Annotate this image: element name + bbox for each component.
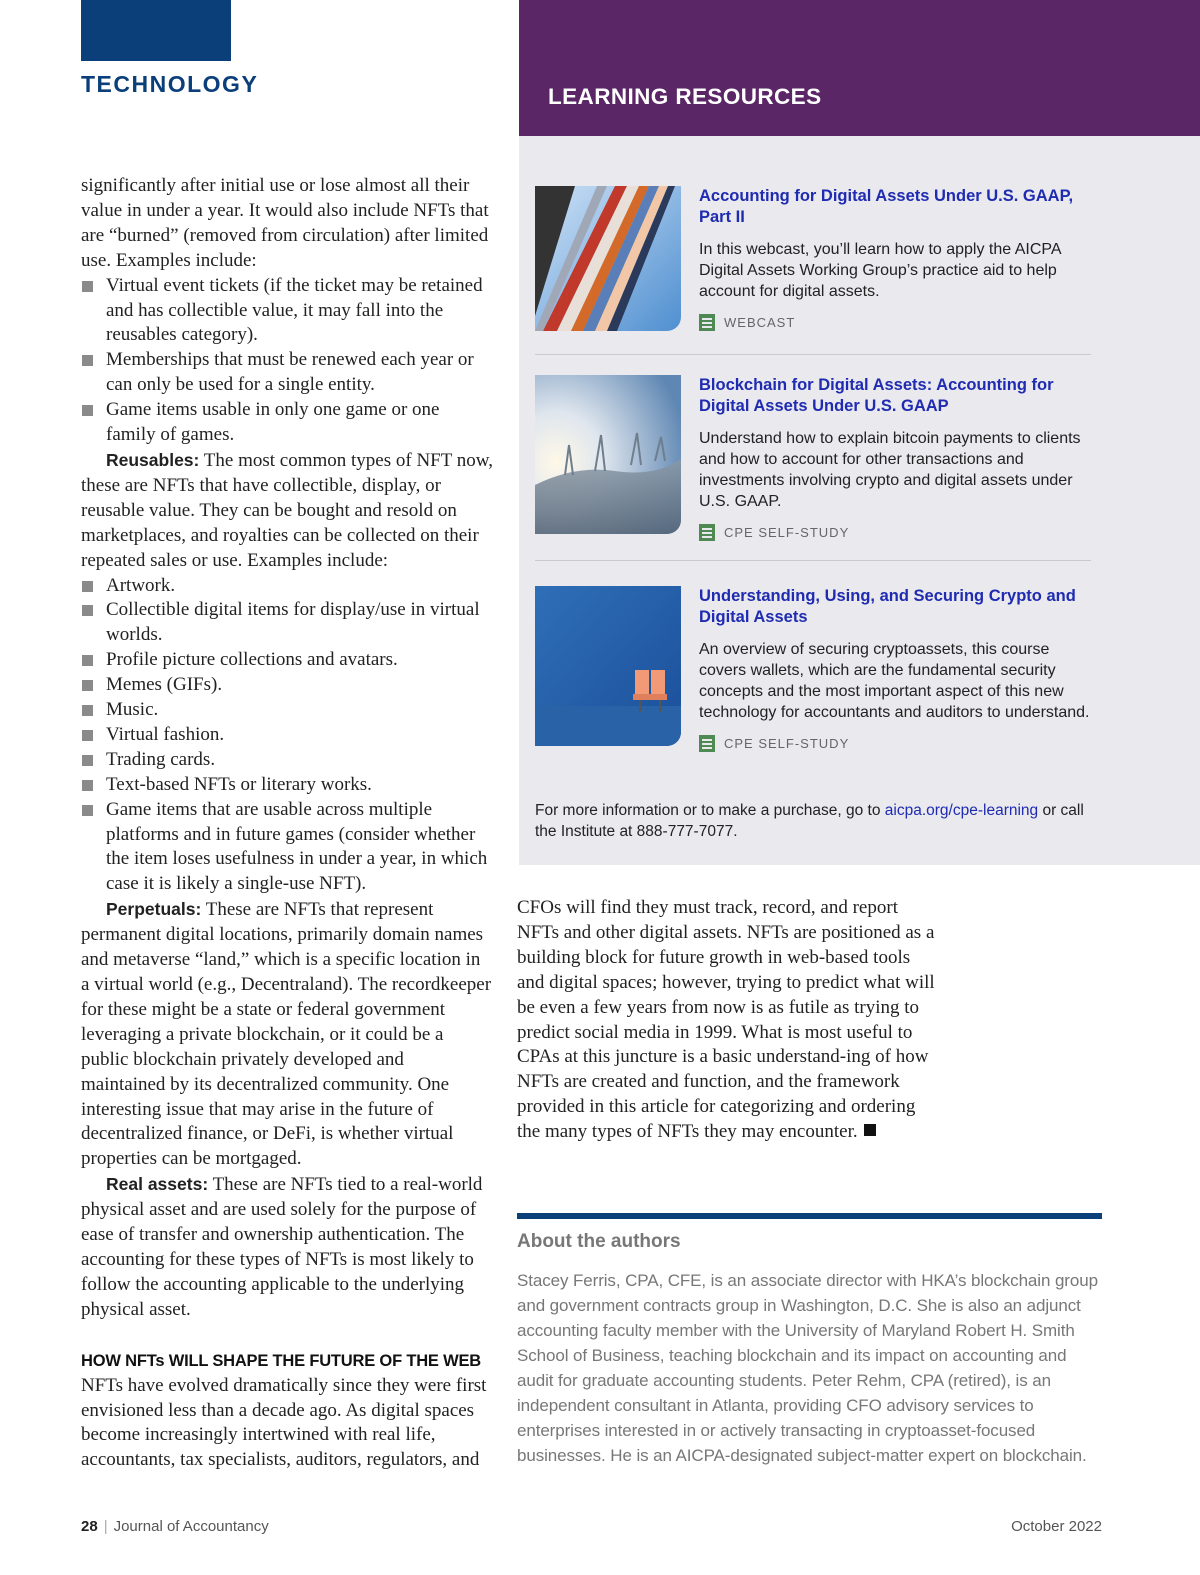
resource-description: An overview of securing cryptoassets, this course covers wallets, which are the fundamental security concepts and the most important aspect of this new technology for accountants and auditors to understand. [699,641,1090,721]
resource-thumbnail-chair [535,586,681,746]
cpe-learning-link[interactable]: aicpa.org/cpe-learning [884,802,1039,819]
divider [535,560,1091,561]
list-item: Game items that are usable across multiple platforms and in future games (consider whether the item loses usefulness in under a year, in which case it is likely a single-use NFT). [81,798,493,898]
list-item: Artwork. [81,574,493,599]
resource-thumbnail-grass [535,375,681,534]
page-footer [81,1518,269,1535]
run-in-heading: Real assets: [106,1174,209,1195]
resource-type: CPE SELF-STUDY [724,736,850,751]
list-item: Profile picture collections and avatars. [81,648,493,673]
resource-title[interactable]: Blockchain for Digital Assets: Accounting for Digital Assets Under U.S. GAAP [699,376,1054,415]
publication-name: Journal of Accountancy [113,1518,269,1535]
about-divider [517,1213,1102,1219]
section-color-tab [81,0,231,61]
section-subhead: HOW NFTs WILL SHAPE THE FUTURE OF THE WEB [81,1351,482,1370]
list-item: Memes (GIFs). [81,673,493,698]
list-item: Trading cards. [81,748,493,773]
document-icon [699,735,715,752]
document-icon [699,314,715,331]
divider [535,354,1091,355]
resource-thumbnail-cables [535,186,681,331]
learning-resources-title: LEARNING RESOURCES [548,84,822,109]
resource-item-2[interactable] [535,375,1091,545]
paragraph: CFOs will find they must track, record, and report NFTs and other digital assets. NFTs are positioned as a building block for future growth in web-based tools and digital spaces; however, trying to predict what will be even a few years from now is as futile as trying to predict social media in 1999. What is most useful to CPAs at this juncture is a basic understand-ing of how NFTs are created and function, and the framework provided in this article for categorizing and ordering the many types of NFTs they may encounter. [517,897,935,1143]
paragraph: Perpetuals: These are NFTs that represent permanent digital locations, primarily domain names and metaverse “land,” which is a specific location in a virtual world (e.g., Decentraland). The recordkeeper for these might be a state or federal government leveraging a private blockchain, or it could be a public blockchain privately developed and maintained by its decentralized community. One interesting issue that may arise in the future of decentralized finance, or DeFi, is whether virtual properties can be mortgaged. [81,899,492,1170]
learning-resources-header [519,0,1200,136]
resource-description: Understand how to explain bitcoin payments to clients and how to account for other transactions and investments involving crypto and digital assets under U.S. GAAP. [699,430,1081,510]
resource-type: CPE SELF-STUDY [724,525,850,540]
paragraph: Reusables: The most common types of NFT now, these are NFTs that have collectible, display, or reusable value. They can be bought and resold on marketplaces, and royalties can be collected on their repeated sales or use. Examples include: [81,449,493,571]
about-title: About the authors [517,1231,681,1252]
footer-separator: | [103,1518,108,1535]
list-item: Memberships that must be renewed each year or can only be used for a single entity. [81,348,493,398]
article-right-column [517,896,937,1145]
list-item: Game items usable in only one game or one family of games. [81,398,493,448]
run-in-heading: Reusables: [106,449,200,470]
document-icon [699,524,715,541]
resource-item-3[interactable] [535,586,1091,776]
list-item: Text-based NFTs or literary works. [81,773,493,798]
list-item: Virtual event tickets (if the ticket may be retained and has collectible value, it may fall into the reusables category). [81,274,493,349]
orange-chairs-image [535,586,681,746]
about-text: Stacey Ferris, CPA, CFE, is an associate director with HKA’s blockchain group and government contracts group in Washington, D.C. She is also an adjunct accounting faculty member with the University of Maryland Robert H. Smith School of Business, teaching blockchain and its impact on accounting and audit for graduate accounting students. Peter Rehm, CPA (retired), is an independent consultant in Atlanta, providing CFO advisory services to enterprises interested in or actively transacting in cryptoasset-focused businesses. He is an AICPA-designated subject-matter expert on blockchain. [517,1271,1098,1465]
single-use-list [81,274,493,448]
paragraph: NFTs have evolved dramatically since they were first envisioned less than a decade ago. As digital spaces become increasingly intertwined with real life, accountants, tax specialists, auditors, regulators, and [81,1374,487,1471]
end-mark-icon [864,1124,876,1136]
resource-title[interactable]: Accounting for Digital Assets Under U.S. GAAP, Part II [699,187,1074,226]
article-left-column [81,174,493,1473]
resource-title[interactable]: Understanding, Using, and Securing Crypto and Digital Assets [699,587,1076,626]
list-item: Virtual fashion. [81,723,493,748]
resource-type: WEBCAST [724,315,796,330]
list-item: Music. [81,698,493,723]
learning-resources-footer: For more information or to make a purchase, go to aicpa.org/cpe-learning or call the Institute at 888-777-7077. [535,802,1084,840]
section-label: TECHNOLOGY [81,71,259,97]
resource-description: In this webcast, you’ll learn how to apply the AICPA Digital Assets Working Group’s practice aid to help account for digital assets. [699,241,1061,300]
issue-date: October 2022 [1011,1518,1102,1535]
run-in-heading: Perpetuals: [106,899,202,920]
page-number: 28 [81,1518,98,1535]
paragraph: significantly after initial use or lose almost all their value in under a year. It would also include NFTs that are “burned” (removed from circulation) after limited use. Examples include: [81,175,489,271]
fiber-cables-image [535,186,681,331]
paragraph: Real assets: These are NFTs tied to a real-world physical asset and are used solely for the purpose of ease of transfer and ownership authentication. The accounting for these types of NFTs is most likely to follow the accounting applicable to the underlying physical asset. [81,1174,483,1320]
resource-item-1[interactable] [535,186,1091,336]
reusables-list [81,574,493,898]
sunlit-field-image [535,375,681,534]
list-item: Collectible digital items for display/use in virtual worlds. [81,598,493,648]
